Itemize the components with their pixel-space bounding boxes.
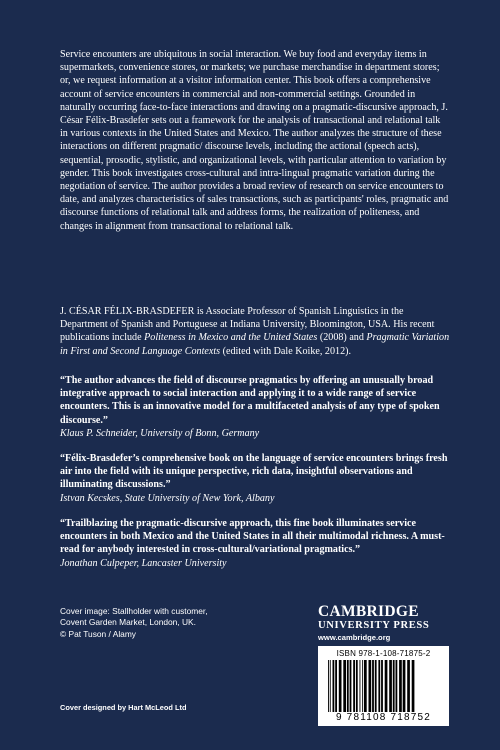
book-blurb: Service encounters are ubiquitous in social interaction. We buy food and everyday items in supermarkets, convenience stores, or markets; we purchase merchandise in department stores; or, we request information at a visitor information center. This book offers a comprehensive account of service encounters in commercial and non-commercial settings. Grounded in naturally occurring face-to-face interactions and drawing on a pragmatic-discursive approach, J. César Félix-Brasdefer sets out a framework for the analysis of transactional and relational talk in various contexts in the United States and Mexico. The author analyzes the structure of these interactions on different pragmatic/ discourse levels, including the actional (speech acts), sequential, prosodic, stylistic, and organizational levels, with particular attention to variation by gender. This book investigates cross-cultural and intra-lingual pragmatic variation during the negotiation of service. The author provides a broad review of research on service encounters to date, and analyzes characteristics of sales transactions, such as participants' roles, pragmatic and discourse functions of relational talk and address forms, the realization of politeness, and changes in alignment from transactional to relational talk.: [60, 49, 449, 232]
barcode-bar: [407, 660, 410, 712]
barcode-bar: [353, 660, 355, 712]
author-bio: [60, 305, 450, 358]
author-book-title: Pragmatic Variation in First and Second Language Contexts: [60, 332, 450, 357]
publisher-press: UNIVERSITY PRESS: [318, 620, 430, 631]
barcode-bar: [347, 660, 349, 712]
barcode-bar: [396, 660, 398, 712]
barcode-bar: [360, 660, 361, 712]
author-bio-text: J. CÉSAR FÉLIX-BRASDEFER is Associate Professor of Spanish Linguistics in the Department of Spanish and Portuguese at Indiana University, Bloomington, USA. His recent publications include: [60, 306, 435, 344]
endorsement-source: Klaus P. Schneider, University of Bonn, Germany: [60, 427, 260, 439]
isbn-barcode: [318, 646, 449, 726]
barcode-bar: [393, 660, 395, 712]
barcode-bar: [375, 660, 377, 712]
endorsement-source: Istvan Kecskes, State University of New York, Albany: [60, 492, 275, 504]
author-book-title: Politeness in Mexico and the United States: [144, 332, 318, 344]
barcode-bar: [335, 660, 337, 712]
cover-design-credit: Cover designed by Hart McLeod Ltd: [60, 703, 187, 712]
author-bio-text: (edited with Dale Koike, 2012).: [220, 345, 351, 357]
credit-line: Cover image: Stallholder with customer,: [60, 606, 208, 616]
endorsement-text: “Félix-Brasdefer’s comprehensive book on the language of service encounters brings fresh air into the field with its unique perspective, rich data, insightful observations and illuminating discussions.”: [60, 453, 448, 491]
publisher-name: CAMBRIDGE: [318, 603, 419, 620]
barcode-bar: [339, 660, 342, 712]
endorsement-quote: [60, 374, 450, 440]
credit-line: © Pat Tuson / Alamy: [60, 628, 136, 639]
isbn-label: ISBN 978-1-108-71875-2: [336, 649, 431, 658]
endorsement-text: “The author advances the field of discourse pragmatics by offering an unusually broad integrative approach to social interaction and applying it to a wide range of service encounters. This is an innovative model for a multifaceted analysis of any type of spoken discourse.”: [60, 375, 440, 426]
barcode-bars-icon: [324, 660, 443, 712]
endorsement-quote: [60, 452, 450, 505]
barcode-bar: [356, 660, 358, 712]
barcode-bar: [328, 660, 329, 712]
barcode-bar: [350, 660, 352, 712]
barcode-bar: [399, 660, 402, 712]
credit-line: Covent Garden Market, London, UK.: [60, 617, 196, 628]
endorsement-quote: [60, 517, 450, 570]
barcode-bar: [364, 660, 367, 712]
cover-image-credit: [60, 606, 230, 640]
barcode-bar: [389, 660, 392, 712]
barcode-bar: [385, 660, 388, 712]
barcode-bar: [403, 660, 406, 712]
barcode-bar: [378, 660, 380, 712]
endorsement-text: “Trailblazing the pragmatic-discursive approach, this fine book illuminates service encounters in both Mexico and the United States in all their multimodal richness. A must-read for anybody interested in cross-cultural/variational pragmatics.”: [60, 518, 445, 556]
publisher-logo: [318, 603, 448, 642]
barcode-bar: [412, 660, 415, 712]
barcode-bar: [381, 660, 383, 712]
endorsement-source: Jonathan Culpeper, Lancaster University: [60, 557, 227, 569]
publisher-url: www.cambridge.org: [318, 633, 391, 642]
barcode-number: 9 781108 718752: [335, 712, 432, 723]
barcode-bar: [362, 660, 363, 712]
barcode-bar: [369, 660, 372, 712]
barcode-bar: [333, 660, 335, 712]
barcode-bar: [343, 660, 346, 712]
author-bio-text: (2008) and: [317, 332, 367, 344]
barcode-bar: [330, 660, 331, 712]
barcode-bar: [372, 660, 374, 712]
